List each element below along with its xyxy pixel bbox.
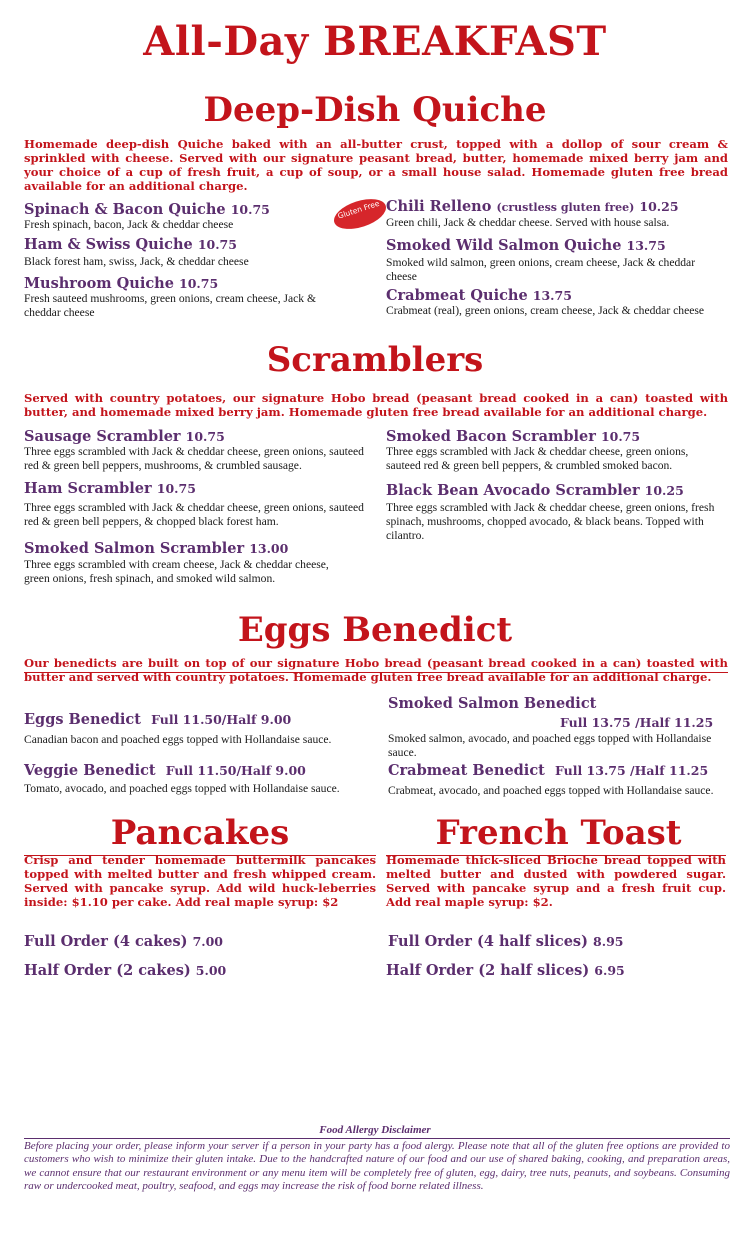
section-rule <box>386 855 726 856</box>
allergy-disclaimer-text: Before placing your order, please inform your server if a person in your party has a food alergy. Please note that all of the gluten free options are provided to customers who wish to minimize their gluten intake. Due to the handcrafted nature of our food and our use of shared baking, cooking, and preparation areas, we cannot ensure that our restaurant environment or any menu item will be completely free of gluten, egg, dairy, tree nuts, peanuts, and soybeans. Consuming raw or undercooked meat, poultry, seafood, and eggs may increase the risk of food borne related illness. <box>24 1140 730 1193</box>
menu-item-spinach-bacon-quiche: Spinach & Bacon Quiche 10.75 <box>24 201 270 218</box>
menu-item-pancakes-full-order: Full Order (4 cakes) 7.00 <box>24 933 224 950</box>
item-description: Three eggs scrambled with Jack & cheddar cheese, green onions, sauteed red & green bell peppers, & chopped black forest ham. <box>24 501 364 528</box>
section-heading-quiche: Deep-Dish Quiche <box>203 90 547 130</box>
scramblers-intro: Served with country potatoes, our signature Hobo bread (peasant bread cooked in a can) toasted with butter, and homemade mixed berry jam. Homemade gluten free bread available for an additional charge. <box>24 391 728 419</box>
menu-item-pancakes-half-order: Half Order (2 cakes) 5.00 <box>24 962 227 979</box>
gluten-free-badge: Gluten Free <box>330 193 389 234</box>
item-description: Green chili, Jack & cheddar cheese. Served with house salsa. <box>386 216 670 229</box>
menu-item-crabmeat-benedict: Crabmeat Benedict Full 13.75 /Half 11.25 <box>388 762 709 779</box>
allergy-disclaimer-title: Food Allergy Disclaimer <box>319 1124 431 1136</box>
menu-item-chili-relleno: Chili Relleno (crustless gluten free) 10.25 <box>386 198 679 215</box>
menu-item-smoked-bacon-scrambler: Smoked Bacon Scrambler 10.75 <box>386 428 641 445</box>
menu-item-sausage-scrambler: Sausage Scrambler 10.75 <box>24 428 225 445</box>
menu-item-french-toast-full-order: Full Order (4 half slices) 8.95 <box>388 933 624 950</box>
item-description: Crabmeat, avocado, and poached eggs topped with Hollandaise sauce. <box>388 784 714 797</box>
quiche-intro: Homemade deep-dish Quiche baked with an all-butter crust, topped with a dollop of sour cream & sprinkled with cheese. Served with our signature peasant bread, butter, homemade mixed berry jam and your choice of a cup of fresh fruit, a cup of soup, or a small house salad. Homemade gluten free bread available for an additional charge. <box>24 137 728 193</box>
item-description: Smoked salmon, avocado, and poached eggs topped with Hollandaise sauce. <box>388 732 712 759</box>
menu-item-crabmeat-quiche: Crabmeat Quiche 13.75 <box>386 287 572 304</box>
item-description: Three eggs scrambled with Jack & cheddar cheese, green onions, fresh spinach, mushrooms, chopped avocado, & black beans. Topped with cilantro. <box>386 501 715 542</box>
menu-item-ham-swiss-quiche: Ham & Swiss Quiche 10.75 <box>24 236 237 253</box>
menu-item-ham-scrambler: Ham Scrambler 10.75 <box>24 480 196 497</box>
section-heading-pancakes: Pancakes <box>110 813 290 853</box>
menu-item-smoked-salmon-scrambler: Smoked Salmon Scrambler 13.00 <box>24 540 289 557</box>
pancakes-intro: Crisp and tender homemade buttermilk pancakes topped with melted butter and fresh whipped cream. Served with pancake syrup. Add wild huck-leberries inside: $1.10 per cake. Add real maple syrup: $2 <box>24 853 376 909</box>
menu-item-smoked-wild-salmon-quiche: Smoked Wild Salmon Quiche 13.75 <box>386 237 666 254</box>
item-description: Crabmeat (real), green onions, cream cheese, Jack & cheddar cheese <box>386 304 705 317</box>
menu-item-mushroom-quiche: Mushroom Quiche 10.75 <box>24 275 219 292</box>
item-description: Three eggs scrambled with Jack & cheddar cheese, green onions, sauteed red & green bell peppers, mushrooms, & crumbled sausage. <box>24 445 364 472</box>
item-description: Black forest ham, swiss, Jack, & cheddar cheese <box>24 255 249 268</box>
menu-item-eggs-benedict: Eggs Benedict Full 11.50/Half 9.00 <box>24 711 292 728</box>
item-price: Full 13.75 /Half 11.25 <box>560 715 714 730</box>
item-description: Three eggs scrambled with Jack & cheddar cheese, green onions, sauteed red & green bell peppers, & crumbled smoked bacon. <box>386 445 689 472</box>
menu-title: All-Day BREAKFAST <box>143 18 607 65</box>
section-heading-eggs-benedict: Eggs Benedict <box>237 610 513 650</box>
section-heading-scramblers: Scramblers <box>266 340 484 380</box>
disclaimer-rule <box>24 1138 730 1139</box>
section-rule <box>24 672 728 673</box>
french-toast-intro: Homemade thick-sliced Brioche bread topped with melted butter and dusted with powdered sugar. Served with pancake syrup and a fresh fruit cup. Add real maple syrup: $2. <box>386 853 726 909</box>
item-description: Canadian bacon and poached eggs topped with Hollandaise sauce. <box>24 733 332 746</box>
menu-item-veggie-benedict: Veggie Benedict Full 11.50/Half 9.00 <box>24 762 306 779</box>
section-heading-french-toast: French Toast <box>435 813 682 853</box>
item-description: Fresh spinach, bacon, Jack & cheddar cheese <box>24 218 234 231</box>
menu-item-smoked-salmon-benedict: Smoked Salmon Benedict <box>388 695 597 712</box>
item-description: Smoked wild salmon, green onions, cream cheese, Jack & cheddar cheese <box>386 256 696 283</box>
menu-item-french-toast-half-order: Half Order (2 half slices) 6.95 <box>386 962 625 979</box>
item-description: Tomato, avocado, and poached eggs topped with Hollandaise sauce. <box>24 782 340 795</box>
item-description: Three eggs scrambled with cream cheese, Jack & cheddar cheese, green onions, fresh spinach, and smoked wild salmon. <box>24 558 329 585</box>
menu-item-black-bean-avocado-scrambler: Black Bean Avocado Scrambler 10.25 <box>386 482 684 499</box>
section-rule <box>24 855 376 856</box>
item-description: Fresh sauteed mushrooms, green onions, cream cheese, Jack & cheddar cheese <box>24 292 317 319</box>
benedict-intro: Our benedicts are built on top of our signature Hobo bread (peasant bread cooked in a can) toasted with butter and served with country potatoes. Homemade gluten free bread available for an additional charge. <box>24 656 728 684</box>
